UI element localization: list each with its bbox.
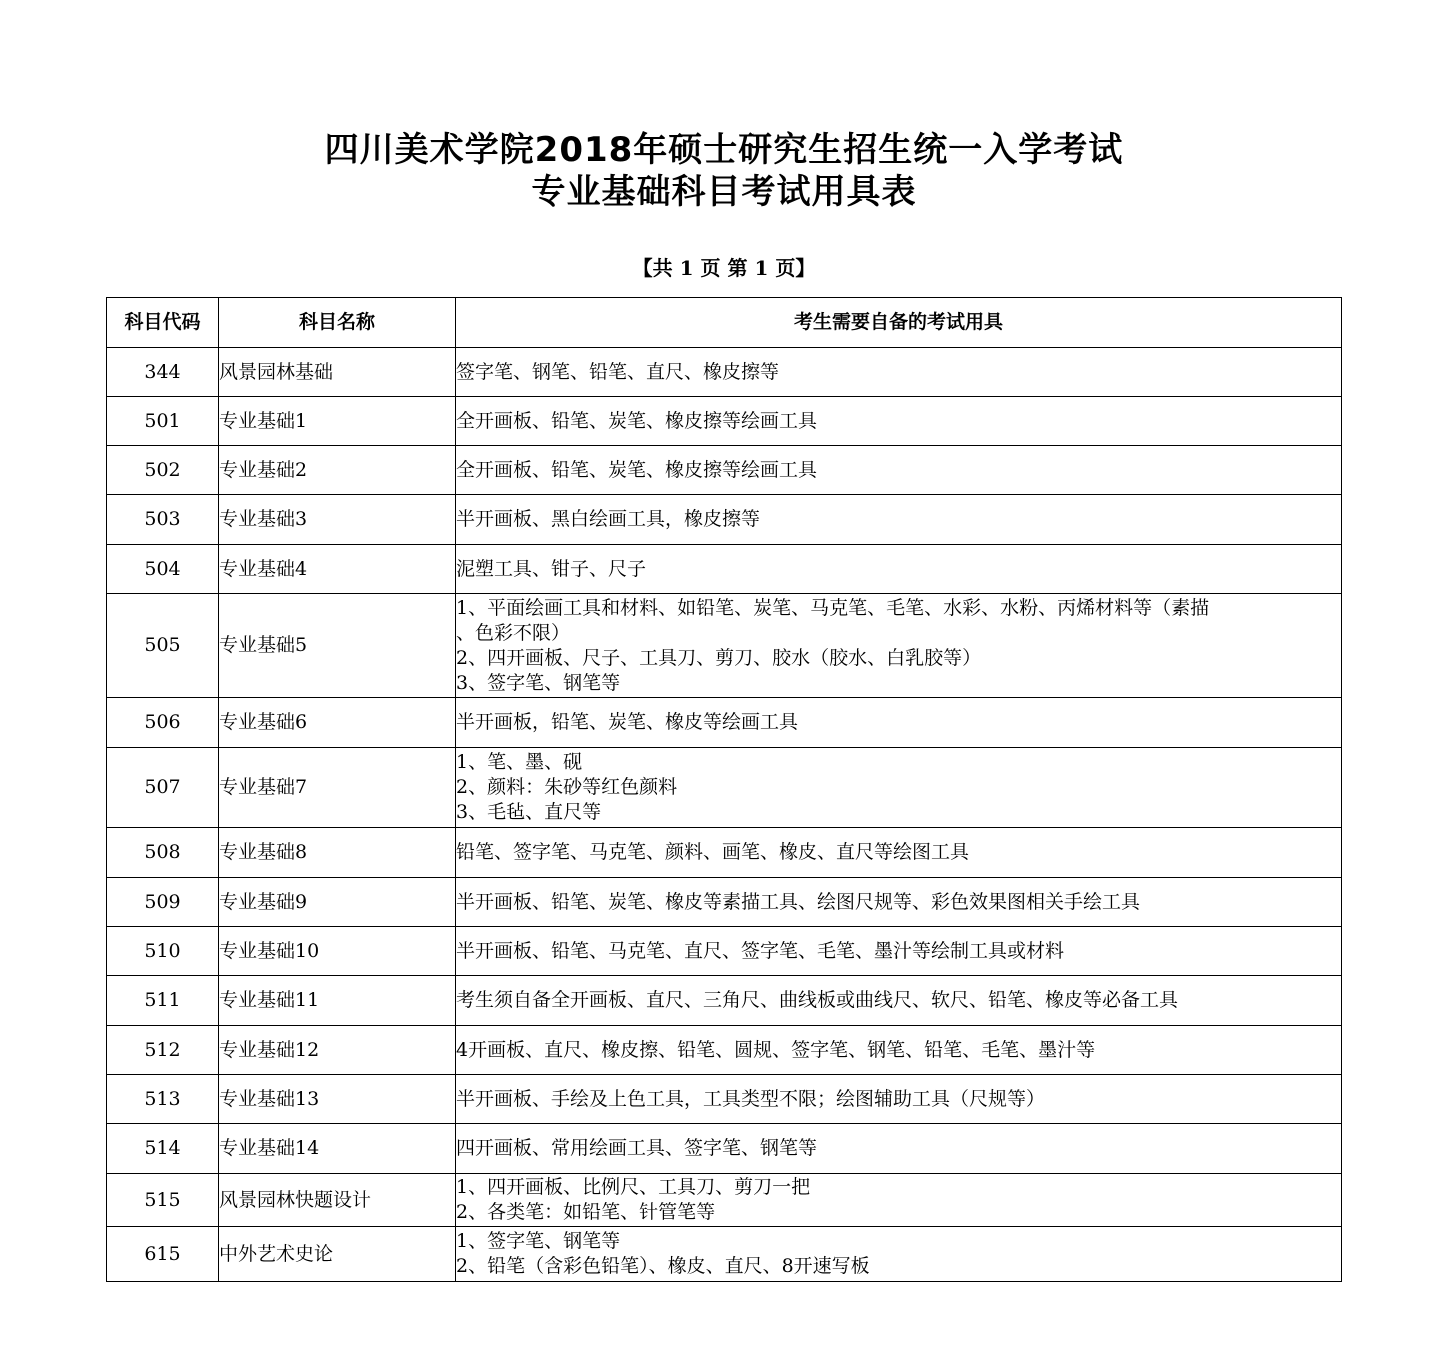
tool-line: 四开画板、常用绘画工具、签字笔、钢笔等 <box>456 1137 818 1159</box>
subject-name-cell: 中外艺术史论 <box>219 1227 456 1282</box>
table-row <box>107 698 1342 748</box>
subject-code-cell: 513 <box>107 1075 219 1124</box>
table-row <box>107 748 1342 828</box>
tool-line: 全开画板、铅笔、炭笔、橡皮擦等绘画工具 <box>456 409 818 432</box>
subject-name-cell: 专业基础12 <box>219 1026 456 1075</box>
document-title-line1: 四川美术学院2018年硕士研究生招生统一入学考试 <box>324 130 1124 170</box>
tool-line: 1、平面绘画工具和材料、如铅笔、炭笔、马克笔、毛笔、水彩、水粉、丙烯材料等（素描 <box>456 596 1210 619</box>
required-tools-cell <box>456 927 1342 976</box>
header-subject-code: 科目代码 <box>107 298 219 348</box>
subject-name-cell: 专业基础9 <box>219 878 456 927</box>
required-tools-cell <box>456 1075 1342 1124</box>
subject-code-cell: 615 <box>107 1227 219 1282</box>
tool-line: 4开画板、直尺、橡皮擦、铅笔、圆规、签字笔、钢笔、铅笔、毛笔、墨汁等 <box>456 1038 1096 1061</box>
subject-name-cell: 专业基础5 <box>219 594 456 698</box>
subject-name-cell: 专业基础7 <box>219 748 456 828</box>
tool-line: 考生须自备全开画板、直尺、三角尺、曲线板或曲线尺、软尺、铅笔、橡皮等必备工具 <box>456 989 1179 1011</box>
required-tools-cell <box>456 545 1342 594</box>
required-tools-cell <box>456 878 1342 927</box>
tool-line: 半开画板、铅笔、马克笔、直尺、签字笔、毛笔、墨汁等绘制工具或材料 <box>456 939 1065 962</box>
table-row <box>107 397 1342 446</box>
subject-name-cell: 专业基础4 <box>219 545 456 594</box>
tool-line: 、色彩不限） <box>456 621 571 644</box>
subject-code-cell: 509 <box>107 878 219 927</box>
required-tools-cell <box>456 348 1342 397</box>
table-row <box>107 1227 1342 1282</box>
subject-code-cell: 507 <box>107 748 219 828</box>
table-row <box>107 1026 1342 1075</box>
table-row <box>107 828 1342 878</box>
tool-line: 2、各类笔：如铅笔、针管笔等 <box>456 1201 716 1223</box>
subject-name-cell: 专业基础10 <box>219 927 456 976</box>
required-tools-cell <box>456 828 1342 878</box>
table-row <box>107 495 1342 545</box>
tool-line: 1、签字笔、钢笔等 <box>456 1230 621 1252</box>
required-tools-cell <box>456 698 1342 748</box>
tool-line: 铅笔、签字笔、马克笔、颜料、画笔、橡皮、直尺等绘图工具 <box>456 841 970 863</box>
table-row <box>107 545 1342 594</box>
subject-code-cell: 501 <box>107 397 219 446</box>
required-tools-cell <box>456 397 1342 446</box>
subject-name-cell: 专业基础6 <box>219 698 456 748</box>
tool-line: 泥塑工具、钳子、尺子 <box>456 557 647 580</box>
subject-name-cell: 专业基础14 <box>219 1124 456 1174</box>
header-subject-name: 科目名称 <box>219 298 456 348</box>
subject-name-cell: 专业基础3 <box>219 495 456 545</box>
table-body <box>107 348 1342 1282</box>
required-tools-cell <box>456 446 1342 495</box>
required-tools-cell <box>456 748 1342 828</box>
tool-line: 1、四开画板、比例尺、工具刀、剪刀一把 <box>456 1176 811 1198</box>
tool-line: 半开画板、黑白绘画工具，橡皮擦等 <box>456 508 761 530</box>
tool-line: 3、毛毡、直尺等 <box>456 801 602 823</box>
table-row <box>107 976 1342 1026</box>
table-row <box>107 927 1342 976</box>
required-tools-cell <box>456 1026 1342 1075</box>
required-tools-cell <box>456 1124 1342 1174</box>
tool-line: 3、签字笔、钢笔等 <box>456 671 621 694</box>
exam-tools-table <box>106 297 1342 1282</box>
subject-name-cell: 风景园林快题设计 <box>219 1174 456 1227</box>
table-row <box>107 446 1342 495</box>
subject-name-cell: 风景园林基础 <box>219 348 456 397</box>
tool-line: 1、笔、墨、砚 <box>456 751 583 773</box>
subject-code-cell: 506 <box>107 698 219 748</box>
header-required-tools: 考生需要自备的考试用具 <box>456 298 1342 348</box>
table-row <box>107 878 1342 927</box>
tool-line: 半开画板，铅笔、炭笔、橡皮等绘画工具 <box>456 711 799 733</box>
required-tools-cell <box>456 495 1342 545</box>
tool-line: 全开画板、铅笔、炭笔、橡皮擦等绘画工具 <box>456 458 818 481</box>
tool-line: 2、四开画板、尺子、工具刀、剪刀、胶水（胶水、白乳胶等） <box>456 646 982 669</box>
table-row <box>107 594 1342 698</box>
table-header-row <box>107 298 1342 348</box>
tool-line: 半开画板、手绘及上色工具，工具类型不限；绘图辅助工具（尺规等） <box>456 1087 1046 1110</box>
subject-code-cell: 514 <box>107 1124 219 1174</box>
subject-name-cell: 专业基础1 <box>219 397 456 446</box>
subject-code-cell: 505 <box>107 594 219 698</box>
required-tools-cell <box>456 594 1342 698</box>
subject-code-cell: 508 <box>107 828 219 878</box>
table-row <box>107 1174 1342 1227</box>
required-tools-cell <box>456 1227 1342 1282</box>
subject-name-cell: 专业基础13 <box>219 1075 456 1124</box>
subject-name-cell: 专业基础2 <box>219 446 456 495</box>
subject-code-cell: 515 <box>107 1174 219 1227</box>
subject-code-cell: 502 <box>107 446 219 495</box>
subject-code-cell: 504 <box>107 545 219 594</box>
subject-name-cell: 专业基础8 <box>219 828 456 878</box>
subject-code-cell: 512 <box>107 1026 219 1075</box>
page-indicator: 【共 1 页 第 1 页】 <box>632 256 816 280</box>
table-row <box>107 1124 1342 1174</box>
table-row <box>107 1075 1342 1124</box>
tool-line: 2、铅笔（含彩色铅笔）、橡皮、直尺、8开速写板 <box>456 1255 870 1277</box>
subject-code-cell: 503 <box>107 495 219 545</box>
tool-line: 签字笔、钢笔、铅笔、直尺、橡皮擦等 <box>456 360 780 383</box>
tool-line: 2、颜料：朱砂等红色颜料 <box>456 776 678 798</box>
tool-line: 半开画板、铅笔、炭笔、橡皮等素描工具、绘图尺规等、彩色效果图相关手绘工具 <box>456 890 1141 913</box>
subject-name-cell: 专业基础11 <box>219 976 456 1026</box>
subject-code-cell: 510 <box>107 927 219 976</box>
subject-code-cell: 344 <box>107 348 219 397</box>
document-title-line2: 专业基础科目考试用具表 <box>531 172 917 212</box>
required-tools-cell <box>456 1174 1342 1227</box>
table-row <box>107 348 1342 397</box>
required-tools-cell <box>456 976 1342 1026</box>
subject-code-cell: 511 <box>107 976 219 1026</box>
